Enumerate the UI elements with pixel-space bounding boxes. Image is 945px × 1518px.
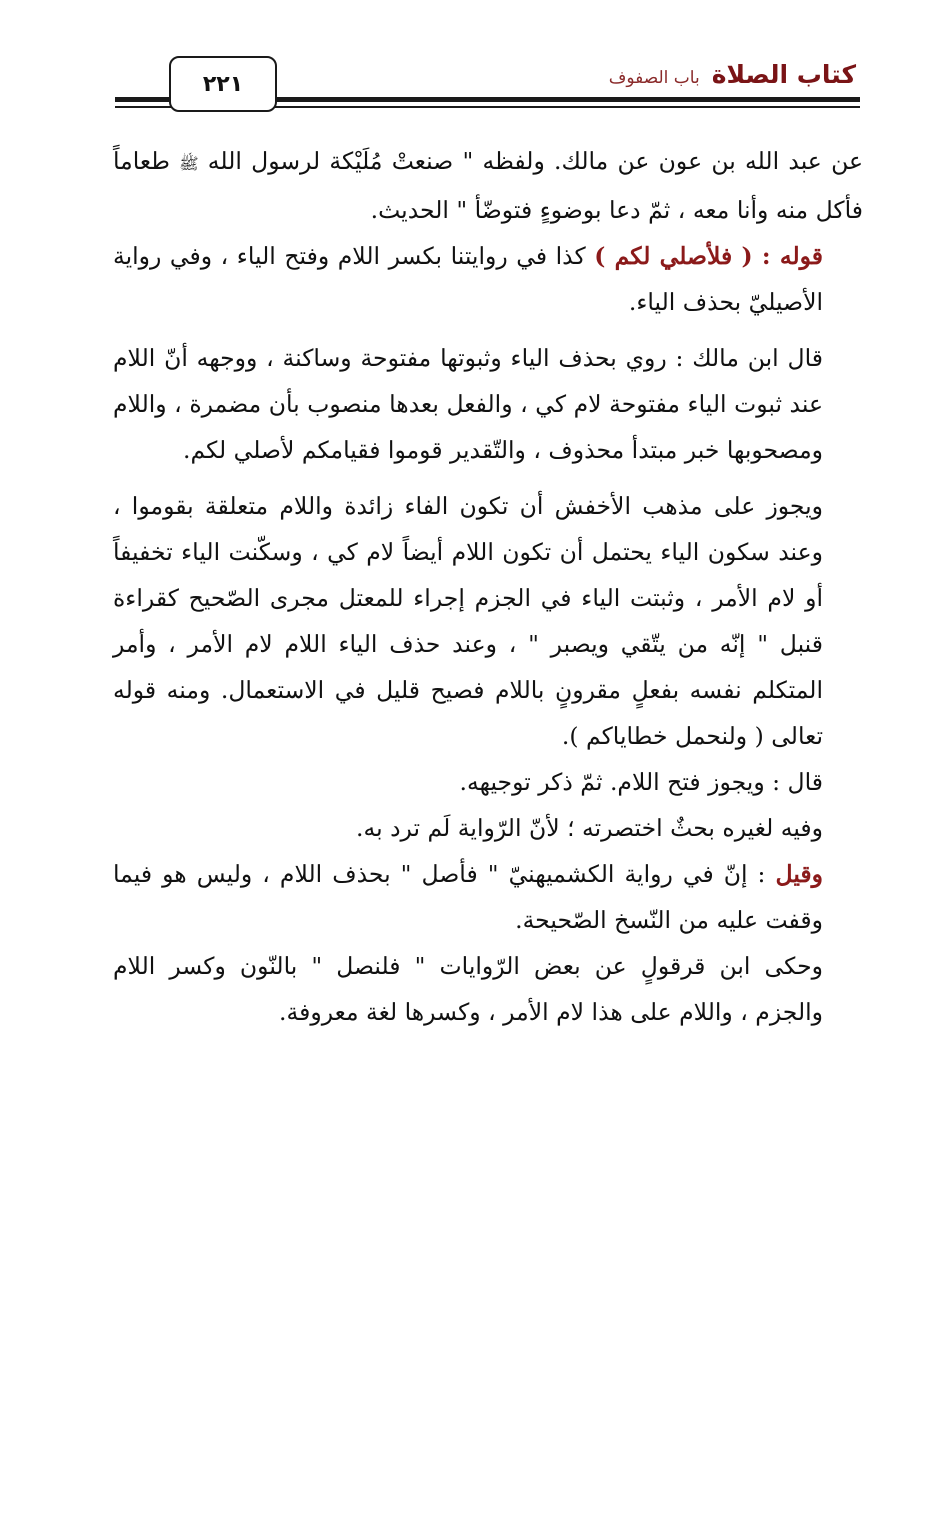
paragraph-7 — [113, 851, 863, 943]
key-term: وقيل — [775, 860, 823, 888]
page-header — [115, 52, 860, 116]
paragraph-4 — [113, 483, 863, 759]
paragraph-text: وفيه لغيره بحثٌ اختصرته ؛ لأنّ الرّواية لَم ترد به. — [356, 814, 823, 842]
page-number-box — [169, 56, 277, 112]
paragraph-6 — [113, 805, 863, 851]
paragraph-2 — [113, 233, 863, 325]
salutation-glyph: ﷺ — [179, 154, 199, 173]
page-number: ٢٢١ — [202, 71, 244, 97]
paragraph-text: قال ابن مالك : روي بحذف الياء وثبوتها مفتوحة وساكنة ، ووجهه أنّ اللام عند ثبوت الياء مفتوحة لام كي ، والفعل بعدها منصوب بأن مضمرة ، واللام ومصحوبها خبر مبتدأ محذوف ، والتّقدير قوموا فقيامكم لأصلي لكم. — [113, 344, 823, 464]
running-header — [609, 60, 856, 89]
paragraph-text: وحكى ابن قرقولٍ عن بعض الرّوايات " فلنصل " بالنّون وكسر اللام والجزم ، واللام على هذا لام الأمر ، وكسرها لغة معروفة. — [113, 952, 823, 1026]
paragraph-text: طعاماً فأكل منه وأنا معه ، ثمّ دعا بوضوءٍ فتوضّأ " الحديث. — [113, 147, 863, 224]
paragraph-text: ويجوز على مذهب الأخفش أن تكون الفاء زائدة واللام متعلقة بقوموا ، وعند سكون الياء يحتمل أن تكون اللام أيضاً لام كي ، وسكّنت الياء تخفيفاً أو لام الأمر ، وثبتت الياء في الجزم إجراء للمعتل مجرى الصّحيح كقراءة قنبل " إنّه من يتّقي ويصبر " ، وعند حذف الياء اللام لام الأمر ، وأمر المتكلم نفسه بفعلٍ مقرونٍ باللام فصيح قليل في الاستعمال. ومنه قوله تعالى ( ولنحمل خطاياكم ). — [113, 492, 823, 750]
book-title: كتاب الصلاة — [711, 60, 856, 89]
paragraph-3 — [113, 335, 863, 473]
key-term: قوله : ( فلأصلي لكم ) — [594, 242, 823, 270]
paragraph-8 — [113, 943, 863, 1035]
chapter-title: باب الصفوف — [608, 68, 700, 88]
paragraph-text: قال : ويجوز فتح اللام. ثمّ ذكر توجيهه. — [459, 768, 823, 796]
paragraph-5 — [113, 759, 863, 805]
paragraph-text: عن عبد الله بن عون عن مالك. ولفظه " صنعتْ مُلَيْكة لرسول الله — [198, 147, 864, 175]
paragraph-text: كذا في روايتنا بكسر اللام وفتح الياء ، وفي رواية الأصيليّ بحذف الياء. — [113, 242, 823, 316]
paragraph-1 — [113, 138, 863, 233]
paragraph-text: : إنّ في رواية الكشميهنيّ " فأصل " بحذف اللام ، وليس هو فيما وقفت عليه من النّسخ الصّحيحة. — [113, 860, 823, 934]
body-text — [113, 138, 863, 1035]
